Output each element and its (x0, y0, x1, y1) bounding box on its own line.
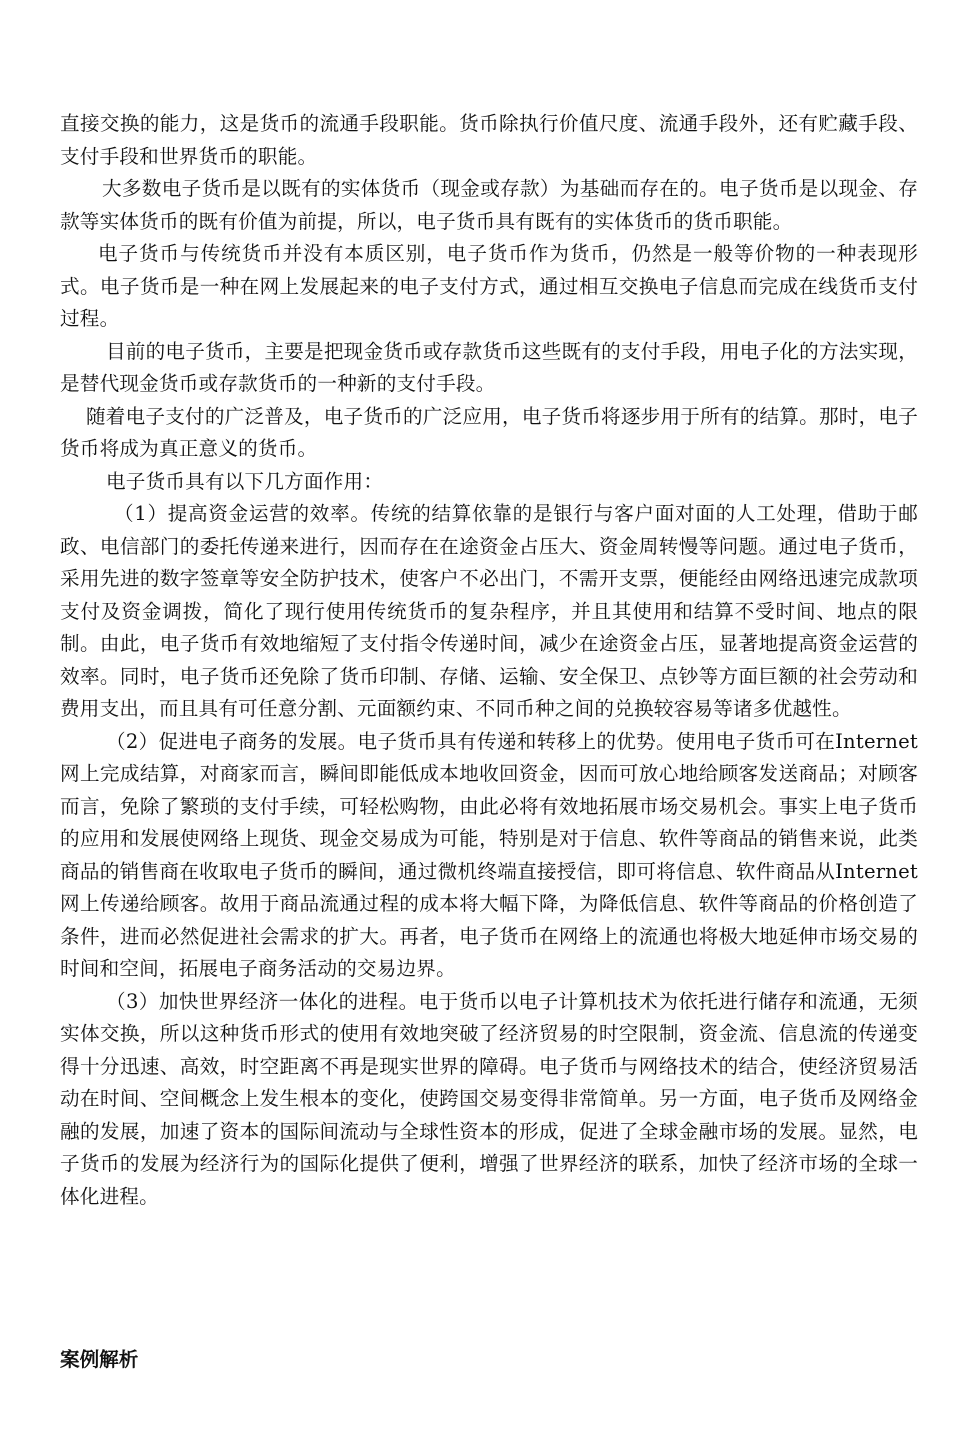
section-heading-case-analysis: 案例解析 (60, 1348, 139, 1371)
paragraph-role-globalization: （3）加快世界经济一体化的进程。电于货币以电子计算机技术为依托进行储存和流通，无须实体交换，所以这种货币形式的使用有效地突破了经济贸易的时空限制，资金流、信息流的传递变得十分迅速、高效，时空距离不再是现实世界的障碍。电子货币与网络技术的结合，使经济贸易活动在时间、空间概念上发生根本的变化，使跨国交易变得非常简单。另一方面，电子货币及网络金融的发展，加速了资本的国际间流动与全球性资本的形成，促进了全球金融市场的发展。显然，电子货币的发展为经济行为的国际化提供了便利，增强了世界经济的联系，加快了经济市场的全球一体化进程。 (60, 989, 918, 1208)
paragraph-future-settlement: 随着电子支付的广泛普及，电子货币的广泛应用，电子货币将逐步用于所有的结算。那时，电子货币将成为真正意义的货币。 (60, 404, 918, 460)
paragraph-role-ecommerce: （2）促进电子商务的发展。电子货币具有传递和转移上的优势。使用电子货币可在Internet网上完成结算，对商家而言，瞬间即能低成本地收回资金，因而可放心地给顾客发送商品；对顾客而言，免除了繁琐的支付手续，可轻松购物，由此必将有效地拓展市场交易机会。事实上电子货币的应用和发展使网络上现货、现金交易成为可能，特别是对于信息、软件等商品的销售来说，此类商品的销售商在收取电子货币的瞬间，通过微机终端直接授信，即可将信息、软件商品从Internet网上传递给顾客。故用于商品流通过程的成本将大幅下降，为降低信息、软件等商品的价格创造了条件，进而必然促进社会需求的扩大。再者，电子货币在网络上的流通也将极大地延伸市场交易的时间和空间，拓展电子商务活动的交易边界。 (60, 729, 918, 980)
paragraph-no-essential-difference: 电子货币与传统货币并没有本质区别，电子货币作为货币，仍然是一般等价物的一种表现形式。电子货币是一种在网上发展起来的电子支付方式，通过相互交换电子信息而完成在线货币支付过程。 (60, 242, 918, 330)
paragraph-currency-functions: 直接交换的能力，这是货币的流通手段职能。货币除执行价值尺度、流通手段外，还有贮藏手段、支付手段和世界货币的职能。 (60, 112, 918, 168)
paragraph-current-e-money: 目前的电子货币，主要是把现金货币或存款货币这些既有的支付手段，用电子化的方法实现，是替代现金货币或存款货币的一种新的支付手段。 (60, 339, 918, 395)
paragraph-physical-currency-basis: 大多数电子货币是以既有的实体货币（现金或存款）为基础而存在的。电子货币是以现金、存款等实体货币的既有价值为前提，所以，电子货币具有既有的实体货币的货币职能。 (60, 177, 918, 233)
paragraph-roles-intro: 电子货币具有以下几方面作用： (106, 469, 384, 493)
document-body (60, 108, 918, 1213)
paragraph-role-efficiency: （1）提高资金运营的效率。传统的结算依靠的是银行与客户面对面的人工处理，借助于邮政、电信部门的委托传递来进行，因而存在在途资金占压大、资金周转慢等问题。通过电子货币，采用先进的数字签章等安全防护技术，使客户不必出门，不需开支票，便能经由网络迅速完成款项支付及资金调拨，简化了现行使用传统货币的复杂程序，并且其使用和结算不受时间、地点的限制。由此，电子货币有效地缩短了支付指令传递时间，减少在途资金占压，显著地提高资金运营的效率。同时，电子货币还免除了货币印制、存储、运输、安全保卫、点钞等方面巨额的社会劳动和费用支出，而且具有可任意分割、元面额约束、不同币种之间的兑换较容易等诸多优越性。 (60, 502, 918, 720)
